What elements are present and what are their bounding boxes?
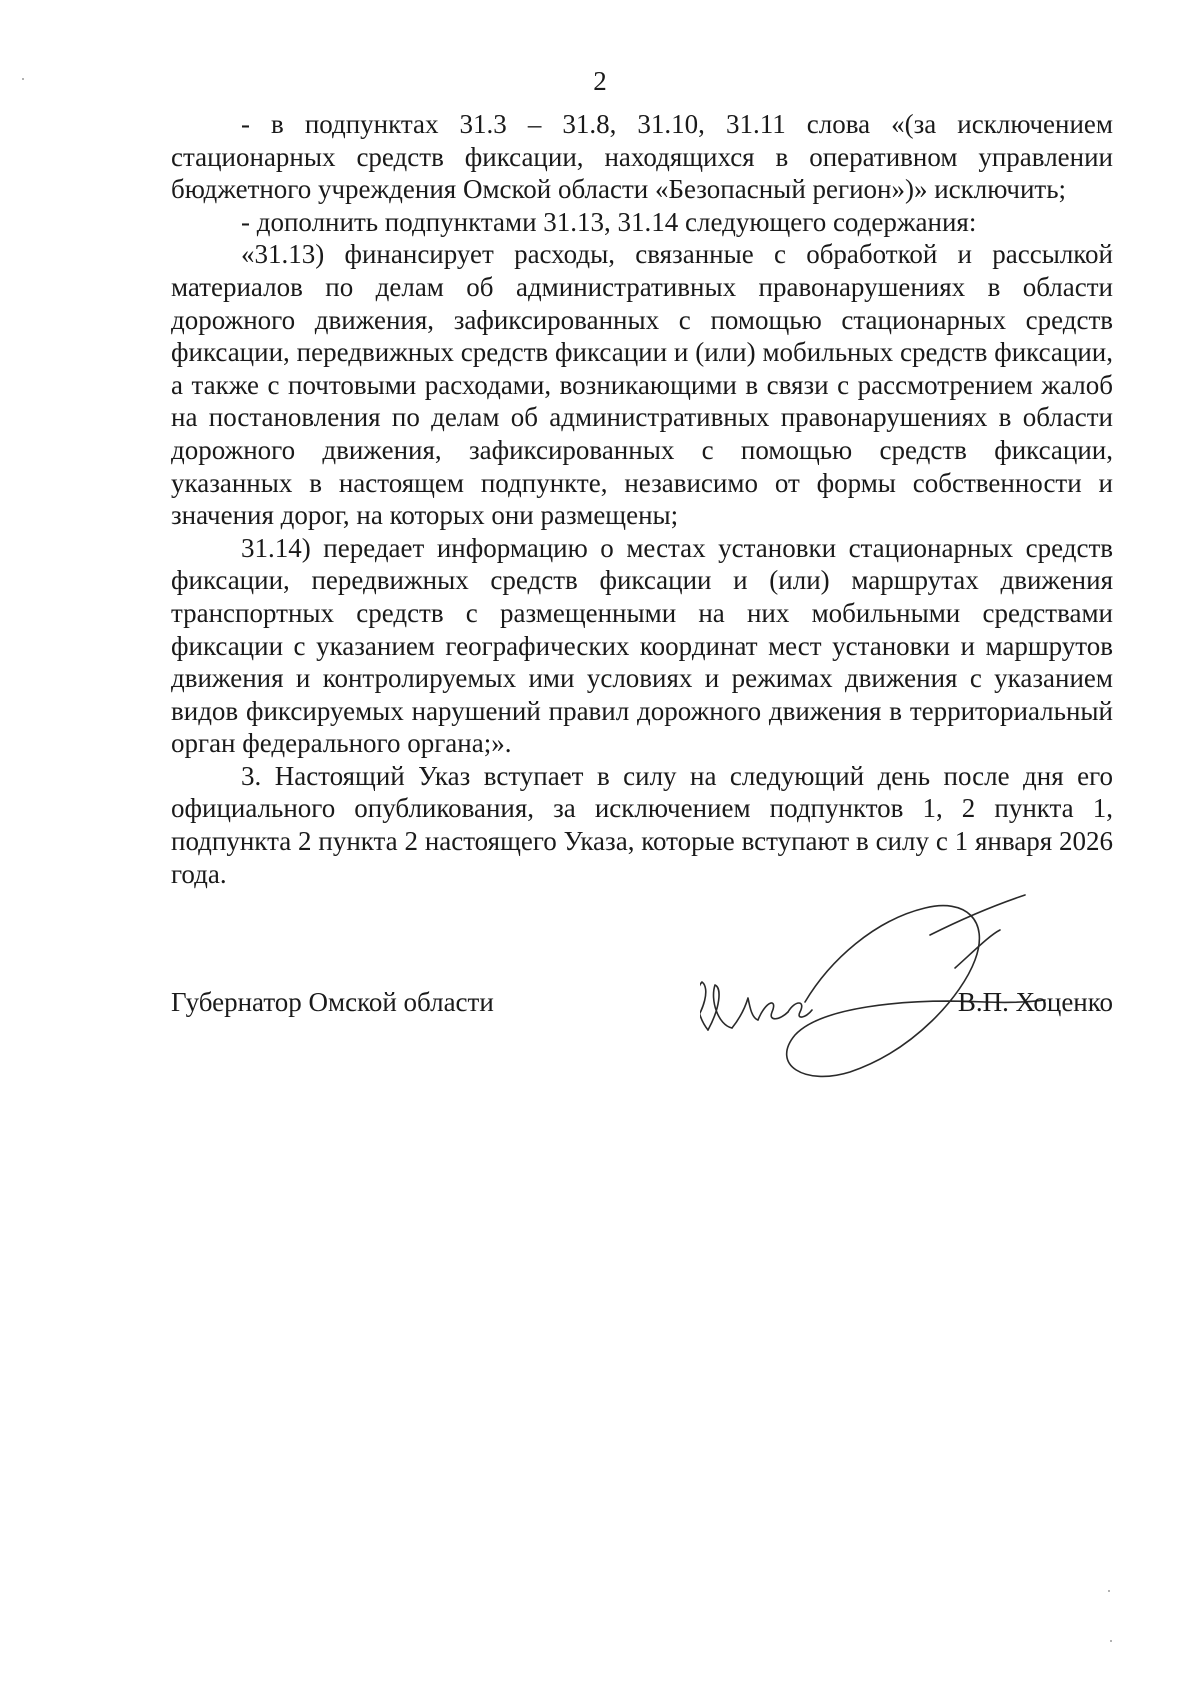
paragraph-31-14: 31.14) передает информацию о местах установки стационарных средств фиксации, передвижных средств фиксации и (или) маршрутах движения транспортных средств с размещенными на них мобильными средствами фиксации с указанием географических координат мест установки и маршрутов движения и контролируемых ими условиях и режимах движения с указанием видов фиксируемых нарушений правил дорожного движения в территориальный орган федерального органа;». [171,532,1113,759]
paragraph-31-13: «31.13) финансирует расходы, связанные с обработкой и рассылкой материалов по делам об административных правонарушениях в области дорожного движения, зафиксированных с помощью стационарных средств фиксации, передвижных средств фиксации и (или) мобильных средств фиксации, а также с почтовыми расходами, возникающими в связи с рассмотрением жалоб на постановления по делам об административных правонарушениях в области дорожного движения, зафиксированных с помощью средств фиксации, указанных в настоящем подпункте, независимо от формы собственности и значения дорог, на которых они размещены; [171,239,1113,531]
paragraph-add-subitems: - дополнить подпунктами 31.13, 31.14 следующего содержания: [241,206,977,237]
scan-speck [22,78,24,80]
page-number: 2 [593,66,607,96]
signature-block [171,986,1113,1026]
scan-speck [1110,1640,1112,1642]
signatory-title: Губернатор Омской области [171,987,494,1017]
paragraph-remove-words: - в подпунктах 31.3 – 31.8, 31.10, 31.11 слова «(за исключением стационарных средств фиксации, находящихся в оперативном управлении бюджетного учреждения Омской области «Безопасный регион»)» исключить; [171,109,1113,205]
scan-speck [1108,1590,1110,1592]
document-body [171,108,1113,890]
paragraph-effective-date: 3. Настоящий Указ вступает в силу на следующий день после дня его официального опубликования, за исключением подпунктов 1, 2 пункта 1, подпункта 2 пункта 2 настоящего Указа, которые вступают в силу с 1 января 2026 года. [171,760,1113,889]
signatory-name: В.П. Хоценко [957,987,1113,1017]
handwritten-signature [700,890,1080,1080]
